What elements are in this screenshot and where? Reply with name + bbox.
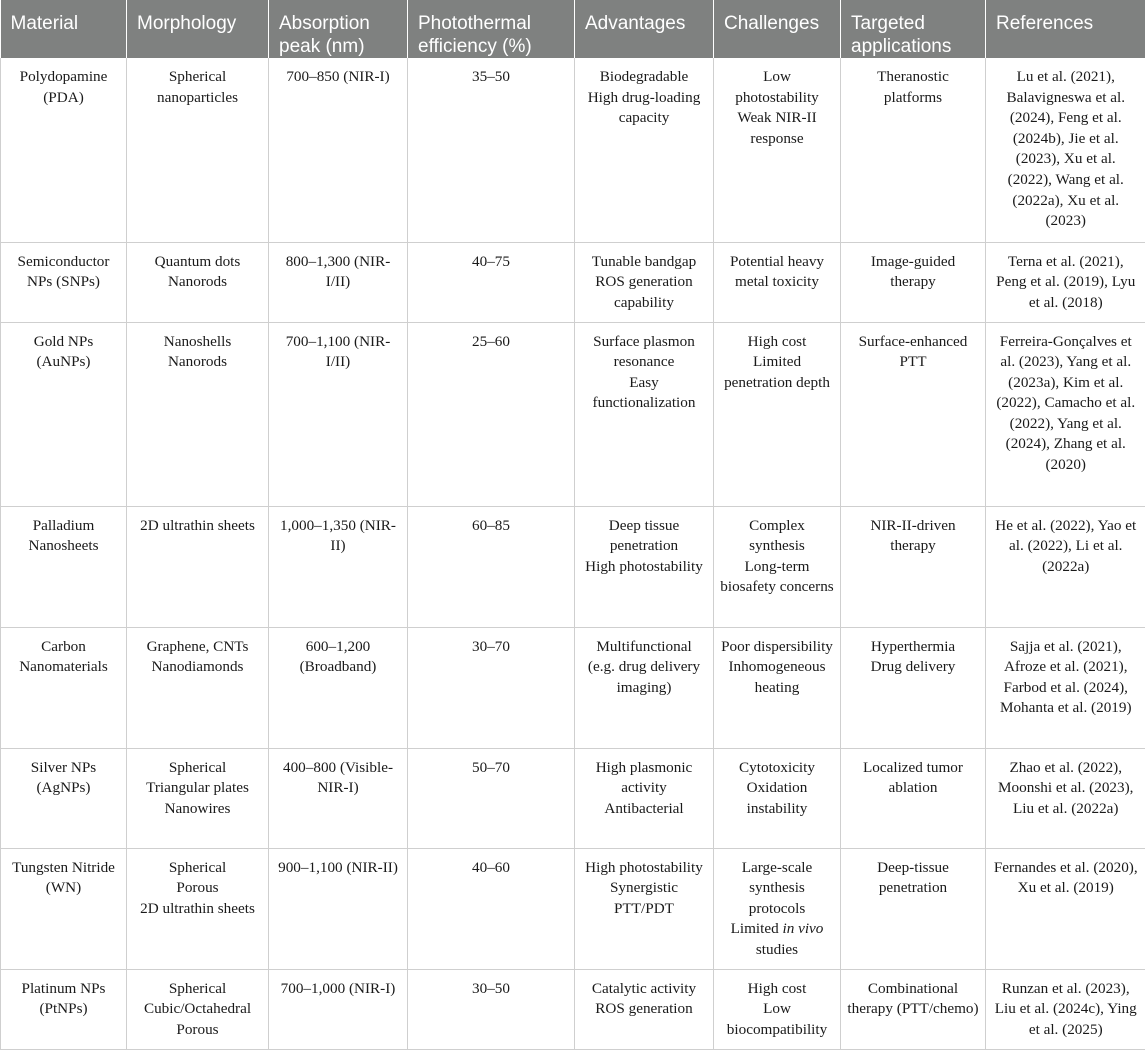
cell-absorption: 900–1,100 (NIR-II) bbox=[269, 848, 408, 969]
cell-references: Ferreira-Gonçalves et al. (2023), Yang et al. (2023a), Kim et al. (2022), Camacho et al. (2022), Yang et al. (2024), Zhang et al. (2020) bbox=[986, 322, 1145, 506]
cell-advantages: Biodegradable High drug-loading capacity bbox=[575, 58, 714, 242]
cell-morphology: Spherical Porous 2D ultrathin sheets bbox=[127, 848, 269, 969]
challenges-text-start: Large-scale synthesis protocols Limited bbox=[730, 858, 813, 938]
cell-efficiency: 35–50 bbox=[408, 58, 575, 242]
cell-morphology: Spherical Cubic/Octahedral Porous bbox=[127, 969, 269, 1049]
cell-material: Carbon Nanomaterials bbox=[1, 627, 127, 748]
header-photothermal-efficiency: Photothermal efficiency (%) bbox=[408, 0, 575, 58]
cell-challenges: Complex synthesis Long-term biosafety concerns bbox=[714, 506, 841, 627]
cell-advantages: Surface plasmon resonance Easy functionalization bbox=[575, 322, 714, 506]
cell-morphology: 2D ultrathin sheets bbox=[127, 506, 269, 627]
cell-morphology: Nanoshells Nanorods bbox=[127, 322, 269, 506]
cell-material: Silver NPs (AgNPs) bbox=[1, 748, 127, 848]
cell-efficiency: 40–75 bbox=[408, 242, 575, 322]
table-row bbox=[1, 322, 1145, 506]
cell-challenges: Cytotoxicity Oxidation instability bbox=[714, 748, 841, 848]
cell-challenges: Potential heavy metal toxicity bbox=[714, 242, 841, 322]
cell-references: Runzan et al. (2023), Liu et al. (2024c), Ying et al. (2025) bbox=[986, 969, 1145, 1049]
header-challenges: Challenges bbox=[714, 0, 841, 58]
cell-material: Gold NPs (AuNPs) bbox=[1, 322, 127, 506]
cell-applications: Surface-enhanced PTT bbox=[841, 322, 986, 506]
header-absorption-peak: Absorption peak (nm) bbox=[269, 0, 408, 58]
cell-absorption: 400–800 (Visible-NIR-I) bbox=[269, 748, 408, 848]
cell-advantages: Catalytic activity ROS generation bbox=[575, 969, 714, 1049]
cell-applications: Localized tumor ablation bbox=[841, 748, 986, 848]
in-vivo-italic: in vivo bbox=[782, 920, 824, 938]
cell-efficiency: 50–70 bbox=[408, 748, 575, 848]
cell-references: Zhao et al. (2022), Moonshi et al. (2023), Liu et al. (2022a) bbox=[986, 748, 1145, 848]
header-row bbox=[1, 0, 1145, 58]
cell-references: Sajja et al. (2021), Afroze et al. (2021), Farbod et al. (2024), Mohanta et al. (2019) bbox=[986, 627, 1145, 748]
cell-challenges bbox=[714, 848, 841, 969]
table-row bbox=[1, 848, 1145, 969]
cell-applications: Image-guided therapy bbox=[841, 242, 986, 322]
cell-challenges: Poor dispersibility Inhomogeneous heating bbox=[714, 627, 841, 748]
table-row bbox=[1, 506, 1145, 627]
cell-absorption: 700–1,000 (NIR-I) bbox=[269, 969, 408, 1049]
cell-morphology: Quantum dots Nanorods bbox=[127, 242, 269, 322]
cell-material: Palladium Nanosheets bbox=[1, 506, 127, 627]
challenges-text-end: studies bbox=[755, 940, 799, 958]
table-row bbox=[1, 58, 1145, 242]
cell-references: Terna et al. (2021), Peng et al. (2019), Lyu et al. (2018) bbox=[986, 242, 1145, 322]
cell-applications: Combinational therapy (PTT/chemo) bbox=[841, 969, 986, 1049]
cell-absorption: 1,000–1,350 (NIR-II) bbox=[269, 506, 408, 627]
header-advantages: Advantages bbox=[575, 0, 714, 58]
cell-advantages: Multifunctional (e.g. drug delivery imaging) bbox=[575, 627, 714, 748]
cell-applications: Deep-tissue penetration bbox=[841, 848, 986, 969]
cell-efficiency: 25–60 bbox=[408, 322, 575, 506]
header-morphology: Morphology bbox=[127, 0, 269, 58]
cell-challenges: High cost Limited penetration depth bbox=[714, 322, 841, 506]
cell-material: Platinum NPs (PtNPs) bbox=[1, 969, 127, 1049]
cell-material: Polydopamine (PDA) bbox=[1, 58, 127, 242]
cell-material: Semiconductor NPs (SNPs) bbox=[1, 242, 127, 322]
cell-absorption: 600–1,200 (Broadband) bbox=[269, 627, 408, 748]
cell-morphology: Spherical Triangular plates Nanowires bbox=[127, 748, 269, 848]
cell-references: Fernandes et al. (2020), Xu et al. (2019) bbox=[986, 848, 1145, 969]
cell-morphology: Graphene, CNTs Nanodiamonds bbox=[127, 627, 269, 748]
cell-absorption: 700–850 (NIR-I) bbox=[269, 58, 408, 242]
cell-applications: Theranostic platforms bbox=[841, 58, 986, 242]
cell-absorption: 700–1,100 (NIR-I/II) bbox=[269, 322, 408, 506]
header-material: Material bbox=[1, 0, 127, 58]
cell-efficiency: 30–70 bbox=[408, 627, 575, 748]
cell-advantages: High plasmonic activity Antibacterial bbox=[575, 748, 714, 848]
cell-applications: NIR-II-driven therapy bbox=[841, 506, 986, 627]
cell-absorption: 800–1,300 (NIR-I/II) bbox=[269, 242, 408, 322]
cell-references: Lu et al. (2021), Balavigneswa et al. (2024), Feng et al. (2024b), Jie et al. (2023), Xu et al. (2022), Wang et al. (2022a), Xu et al. (2023) bbox=[986, 58, 1145, 242]
cell-challenges: Low photostability Weak NIR-II response bbox=[714, 58, 841, 242]
cell-references: He et al. (2022), Yao et al. (2022), Li et al. (2022a) bbox=[986, 506, 1145, 627]
header-references: References bbox=[986, 0, 1145, 58]
cell-efficiency: 60–85 bbox=[408, 506, 575, 627]
cell-challenges: High cost Low biocompatibility bbox=[714, 969, 841, 1049]
cell-material: Tungsten Nitride (WN) bbox=[1, 848, 127, 969]
table-row bbox=[1, 627, 1145, 748]
cell-advantages: High photostability Synergistic PTT/PDT bbox=[575, 848, 714, 969]
cell-efficiency: 30–50 bbox=[408, 969, 575, 1049]
cell-advantages: Tunable bandgap ROS generation capability bbox=[575, 242, 714, 322]
table-row bbox=[1, 242, 1145, 322]
table-row bbox=[1, 969, 1145, 1049]
cell-efficiency: 40–60 bbox=[408, 848, 575, 969]
cell-advantages: Deep tissue penetration High photostability bbox=[575, 506, 714, 627]
table-row bbox=[1, 748, 1145, 848]
cell-applications: Hyperthermia Drug delivery bbox=[841, 627, 986, 748]
header-targeted-applications: Targeted applications bbox=[841, 0, 986, 58]
cell-morphology: Spherical nanoparticles bbox=[127, 58, 269, 242]
